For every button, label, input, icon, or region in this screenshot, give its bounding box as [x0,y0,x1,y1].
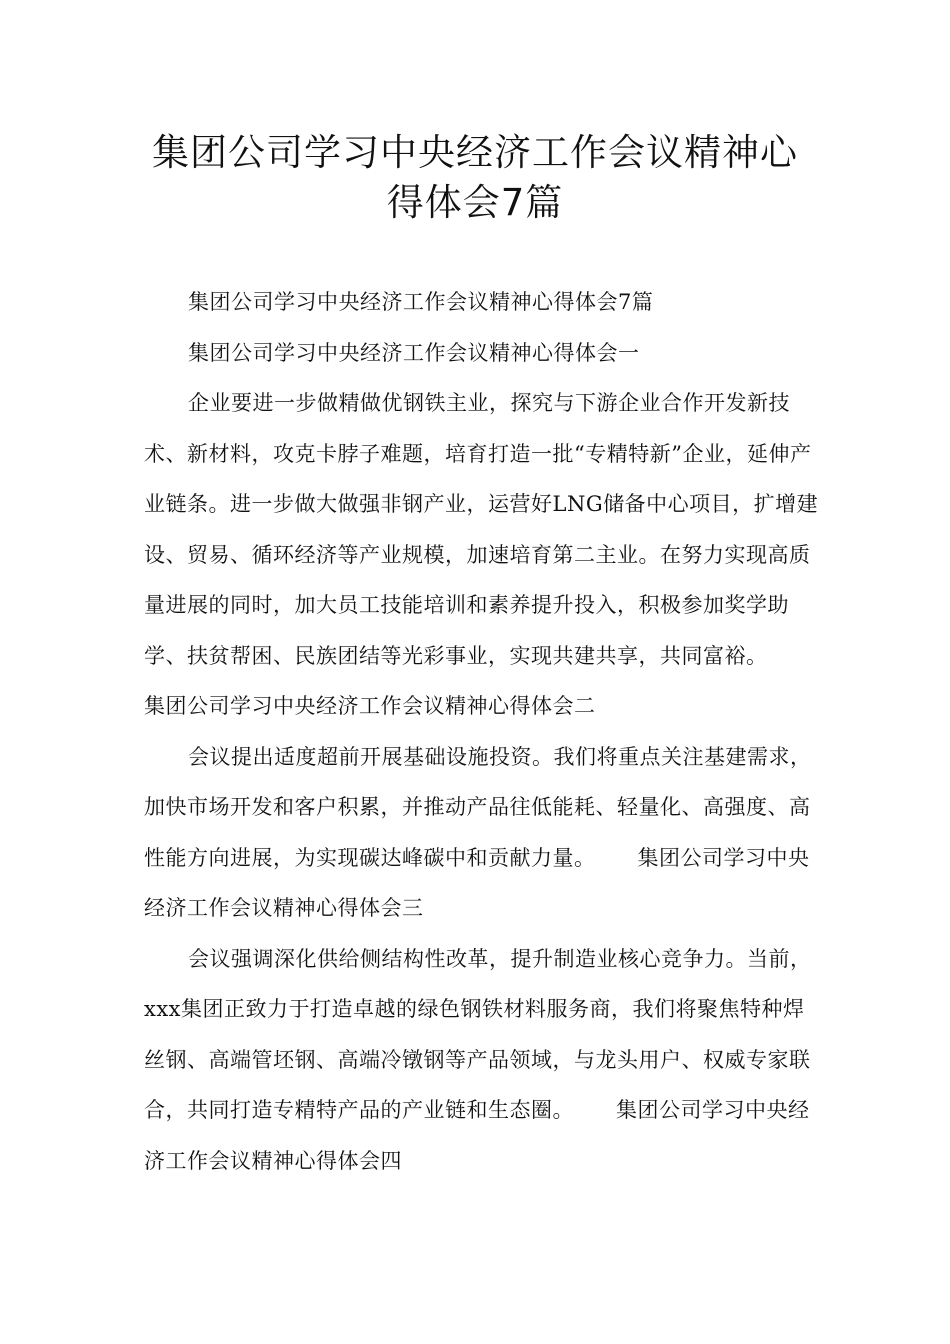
section-heading-2: 集团公司学习中央经济工作会议精神心得体会二 [144,694,596,718]
title-line-2: 得体会7篇 [386,181,564,224]
paragraph-2 [144,732,824,934]
paragraph-2-text: 会议提出适度超前开展基础设施投资。我们将重点关注基建需求，加快市场开发和客户积累，并推动产品往低能耗、轻量化、高强度、高性能方向进展，为实现碳达峰碳中和贡献力量。 [144,744,812,870]
section-heading-3: 集团公司学习中央经济工作会议精神心得体会三 [144,845,810,920]
document-title [120,128,830,228]
paragraph-3 [144,934,824,1187]
paragraph-3-text: 会议强调深化供给侧结构性改革，提升制造业核心竞争力。当前，xxx集团正致力于打造卓越的绿色钢铁材料服务商，我们将聚焦特种焊丝钢、高端管坯钢、高端冷镦钢等产品领域，与龙头用户、权威专家联合，共同打造专精特产品的产业链和生态圈。 [144,946,812,1122]
section-heading-1: 集团公司学习中央经济工作会议精神心得体会一 [188,340,640,365]
subtitle: 集团公司学习中央经济工作会议精神心得体会7篇 [188,290,654,314]
document-body [144,277,824,1186]
title-line-1: 集团公司学习中央经济工作会议精神心 [152,131,798,174]
section-heading-4: 集团公司学习中央经济工作会议精神心得体会四 [144,1098,810,1173]
paragraph-1-text: 企业要进一步做精做优钢铁主业，探究与下游企业合作开发新技术、新材料，攻克卡脖子难题，培育打造一批“专精特新”企业，延伸产业链条。进一步做大做强非钢产业，运营好LNG储备中心项目，扩增建设、贸易、循环经济等产业规模，加速培育第二主业。在努力实现高质量进展的同时，加大员工技能培训和素养提升投入，积极参加奖学助学、扶贫帮困、民族团结等光彩事业，实现共建共享，共同富裕。 [144,391,819,668]
paragraph-1 [144,378,824,732]
